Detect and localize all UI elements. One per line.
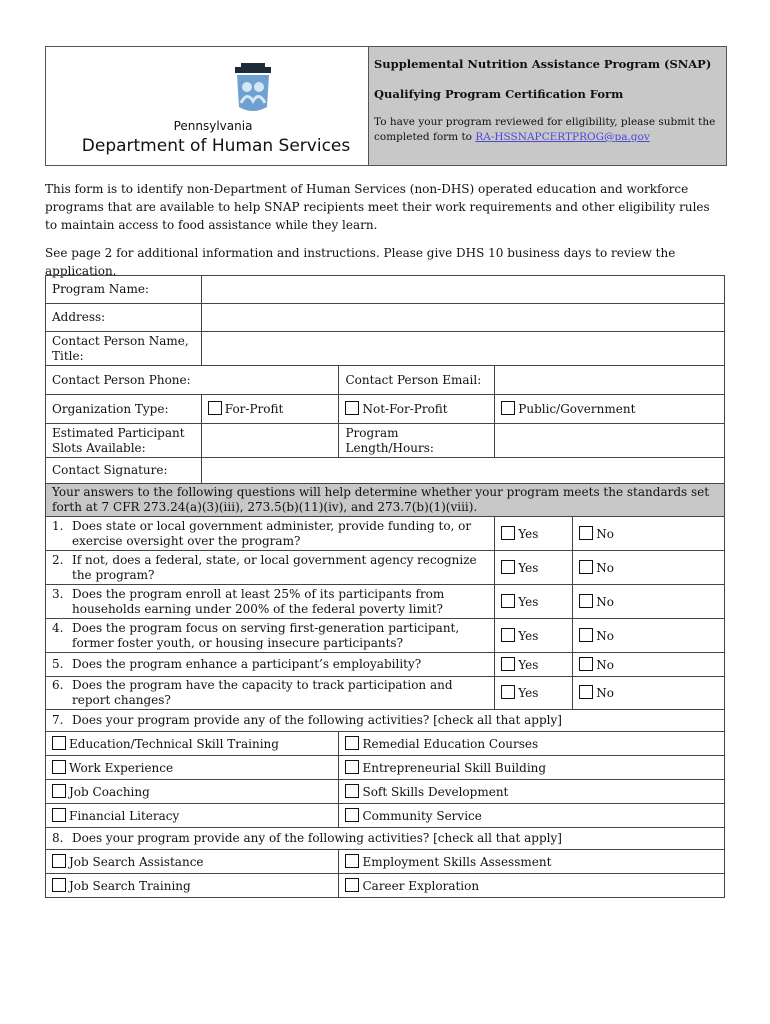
program-name-input[interactable] xyxy=(201,276,724,304)
question-2: 2. If not, does a federal, state, or local government agency recognize the program? xyxy=(46,551,495,585)
q6-yes-option[interactable]: Yes xyxy=(495,677,573,710)
public-government-checkbox[interactable] xyxy=(501,401,515,415)
q5-no-option[interactable]: No xyxy=(573,653,725,677)
signature-input[interactable] xyxy=(201,458,724,484)
q4-yes-option[interactable]: Yes xyxy=(495,619,573,653)
q6-yes-checkbox[interactable] xyxy=(501,685,515,699)
activity-checkbox[interactable] xyxy=(345,760,359,774)
program-length-label: Program Length/Hours: xyxy=(339,424,495,458)
submission-email-link[interactable]: RA-HSSNAPCERTPROG@pa.gov xyxy=(475,131,650,143)
program-title: Supplemental Nutrition Assistance Program (SNAP) xyxy=(374,57,712,71)
for-profit-option[interactable]: For-Profit xyxy=(201,395,339,424)
activity-option[interactable]: Employment Skills Assessment xyxy=(339,850,725,874)
activity-checkbox[interactable] xyxy=(345,808,359,822)
for-profit-checkbox[interactable] xyxy=(208,401,222,415)
q6-no-checkbox[interactable] xyxy=(579,685,593,699)
submit-instructions: To have your program reviewed for eligibility, please submit the completed form to RA-HSSNAPCERTPROG@pa.gov xyxy=(374,116,716,143)
contact-email-input[interactable] xyxy=(495,366,725,395)
q3-no-checkbox[interactable] xyxy=(579,594,593,608)
activity-checkbox[interactable] xyxy=(345,784,359,798)
q5-no-checkbox[interactable] xyxy=(579,657,593,671)
dhs-logo xyxy=(46,47,368,165)
q5-yes-checkbox[interactable] xyxy=(501,657,515,671)
q1-no-option[interactable]: No xyxy=(573,517,725,551)
intro-paragraph-1: This form is to identify non-Department of Human Services (non-DHS) operated education and workforce programs that are available to help SNAP recipients meet their work requirements and other eligibility rules to maintain access to food assistance while they learn. xyxy=(45,182,710,232)
q6-no-option[interactable]: No xyxy=(573,677,725,710)
activity-checkbox[interactable] xyxy=(52,808,66,822)
q2-no-option[interactable]: No xyxy=(573,551,725,585)
program-name-label: Program Name: xyxy=(46,276,202,304)
activity-option[interactable]: Job Search Assistance xyxy=(46,850,339,874)
q2-yes-option[interactable]: Yes xyxy=(495,551,573,585)
question-8: 8. Does your program provide any of the following activities? [check all that apply] xyxy=(46,828,725,850)
q2-yes-checkbox[interactable] xyxy=(501,560,515,574)
question-6: 6. Does the program have the capacity to track participation and report changes? xyxy=(46,677,495,710)
activity-checkbox[interactable] xyxy=(345,878,359,892)
form-title: Qualifying Program Certification Form xyxy=(374,87,624,101)
program-length-input[interactable] xyxy=(495,424,725,458)
activity-checkbox[interactable] xyxy=(52,736,66,750)
activity-option[interactable]: Soft Skills Development xyxy=(339,780,725,804)
org-type-label: Organization Type: xyxy=(46,395,202,424)
activity-option[interactable]: Work Experience xyxy=(46,756,339,780)
intro-text xyxy=(45,180,725,290)
state-name: Pennsylvania xyxy=(173,119,253,133)
signature-label: Contact Signature: xyxy=(46,458,202,484)
activity-checkbox[interactable] xyxy=(52,760,66,774)
contact-name-label: Contact Person Name, Title: xyxy=(46,332,202,366)
q4-no-checkbox[interactable] xyxy=(579,628,593,642)
q1-yes-checkbox[interactable] xyxy=(501,526,515,540)
question-7: 7. Does your program provide any of the following activities? [check all that apply] xyxy=(46,710,725,732)
activity-option[interactable]: Job Search Training xyxy=(46,874,339,898)
not-for-profit-option[interactable]: Not-For-Profit xyxy=(339,395,495,424)
activity-option[interactable]: Education/Technical Skill Training xyxy=(46,732,339,756)
intro-paragraph-2: See page 2 for additional information and instructions. Please give DHS 10 business days to review the application. xyxy=(45,246,676,278)
form-info xyxy=(368,47,726,165)
activity-checkbox[interactable] xyxy=(345,736,359,750)
activity-option[interactable]: Remedial Education Courses xyxy=(339,732,725,756)
public-government-option[interactable]: Public/Government xyxy=(495,395,725,424)
q5-yes-option[interactable]: Yes xyxy=(495,653,573,677)
activity-option[interactable]: Career Exploration xyxy=(339,874,725,898)
activity-option[interactable]: Community Service xyxy=(339,804,725,828)
q1-yes-option[interactable]: Yes xyxy=(495,517,573,551)
contact-name-input[interactable] xyxy=(201,332,724,366)
form-header xyxy=(45,46,727,166)
q2-no-checkbox[interactable] xyxy=(579,560,593,574)
address-label: Address: xyxy=(46,304,202,332)
questions-intro: Your answers to the following questions will help determine whether your program meets the standards set forth at 7 CFR 273.24(a)(3)(iii), 273.5(b)(11)(iv), and 273.7(b)(1)(viii). xyxy=(46,484,725,517)
question-5: 5. Does the program enhance a participant’s employability? xyxy=(46,653,495,677)
activity-checkbox[interactable] xyxy=(52,878,66,892)
q1-no-checkbox[interactable] xyxy=(579,526,593,540)
activity-option[interactable]: Job Coaching xyxy=(46,780,339,804)
question-1: 1. Does state or local government administer, provide funding to, or exercise oversight over the program? xyxy=(46,517,495,551)
not-for-profit-checkbox[interactable] xyxy=(345,401,359,415)
q3-yes-checkbox[interactable] xyxy=(501,594,515,608)
contact-phone-field[interactable]: Contact Person Phone: xyxy=(46,366,339,395)
activity-checkbox[interactable] xyxy=(52,784,66,798)
q4-yes-checkbox[interactable] xyxy=(501,628,515,642)
slots-input[interactable] xyxy=(201,424,339,458)
q3-yes-option[interactable]: Yes xyxy=(495,585,573,619)
activity-checkbox[interactable] xyxy=(52,854,66,868)
question-4: 4. Does the program focus on serving first-generation participant, former foster youth, or housing insecure participants? xyxy=(46,619,495,653)
contact-email-label: Contact Person Email: xyxy=(339,366,495,395)
department-name: Department of Human Services xyxy=(81,136,351,156)
keystone-seal-icon xyxy=(231,61,275,115)
q4-no-option[interactable]: No xyxy=(573,619,725,653)
activity-checkbox[interactable] xyxy=(345,854,359,868)
slots-label: Estimated Participant Slots Available: xyxy=(46,424,202,458)
question-3: 3. Does the program enroll at least 25% of its participants from households earning under 200% of the federal poverty limit? xyxy=(46,585,495,619)
address-input[interactable] xyxy=(201,304,724,332)
activity-option[interactable]: Entrepreneurial Skill Building xyxy=(339,756,725,780)
certification-form-table xyxy=(45,275,725,898)
activity-option[interactable]: Financial Literacy xyxy=(46,804,339,828)
q3-no-option[interactable]: No xyxy=(573,585,725,619)
